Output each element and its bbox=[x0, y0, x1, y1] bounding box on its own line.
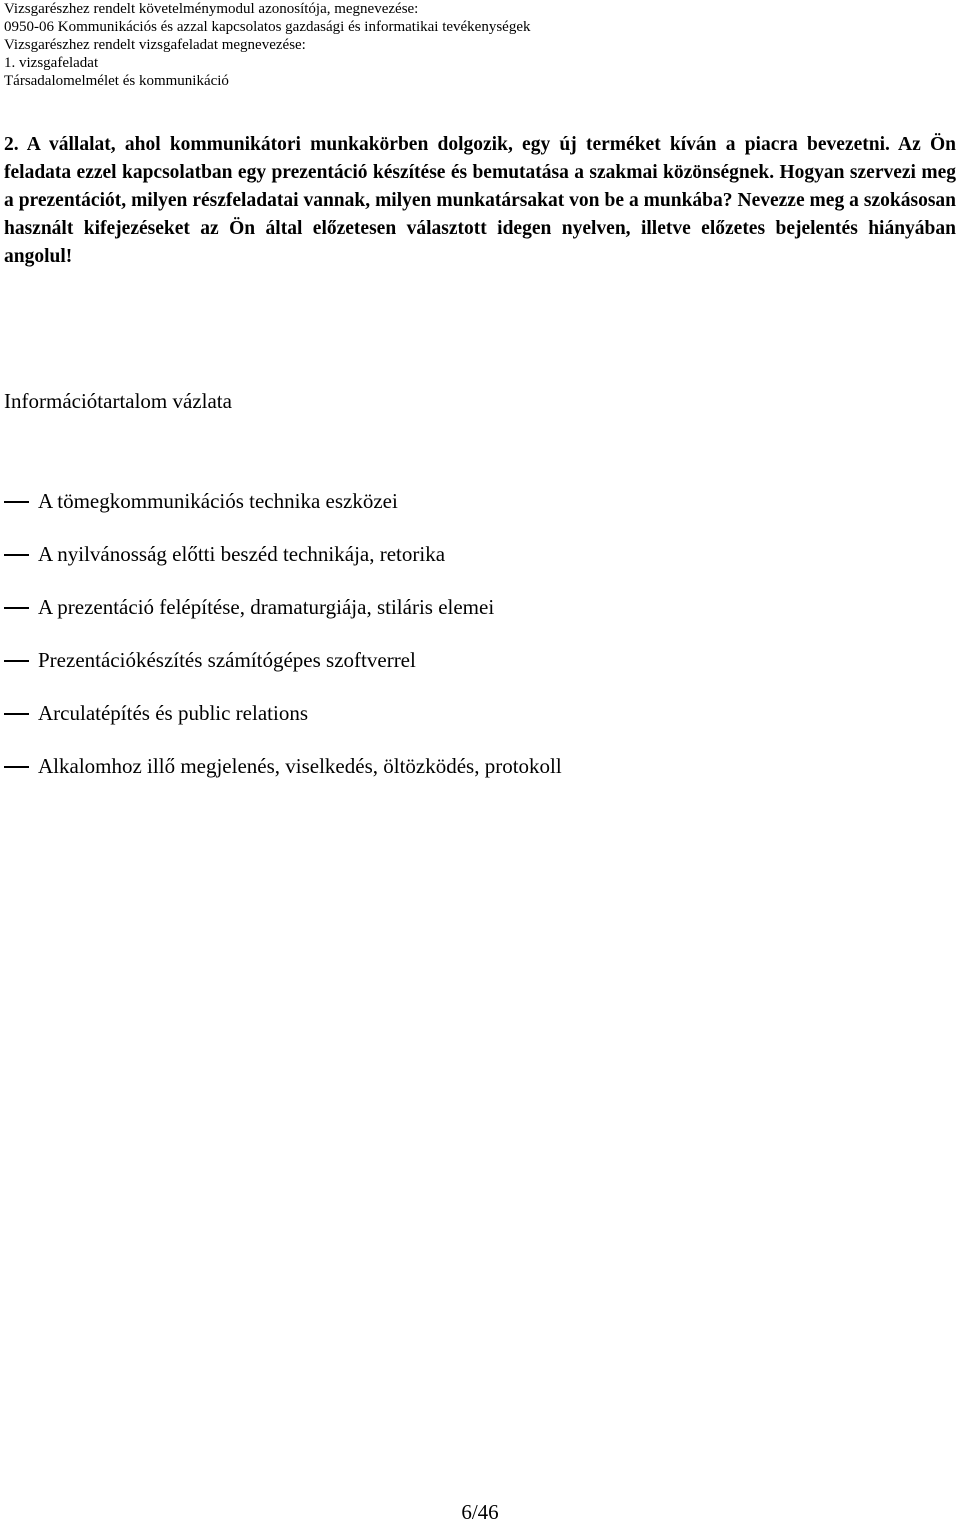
list-item-text: A nyilvánosság előtti beszéd technikája, retorika bbox=[38, 542, 446, 566]
list-item bbox=[0, 645, 940, 675]
header-line: 1. vizsgafeladat bbox=[4, 55, 99, 71]
task-description: 2. A vállalat, ahol kommunikátori munkakörben dolgozik, egy új terméket kíván a piacra bevezetni. Az Ön feladata ezzel kapcsolatban egy prezentáció készítése és bemutatása a szakmai közönségnek. Hogyan szervezi meg a prezentációt, milyen részfeladatai vannak, milyen munkatársakat von be a munkába? Nevezze meg a szokásosan használt kifejezéseket az Ön által előzetesen választott idegen nyelven, illetve előzetes bejelentés hiányában angolul! bbox=[4, 134, 956, 267]
list-item-text: Prezentációkészítés számítógépes szoftverrel bbox=[38, 648, 416, 672]
list-item bbox=[0, 698, 940, 728]
dash-bullet-icon bbox=[4, 607, 29, 609]
header-line: Társadalomelmélet és kommunikáció bbox=[4, 73, 229, 89]
list-item bbox=[0, 592, 940, 622]
list-item-text: A prezentáció felépítése, dramaturgiája, stiláris elemei bbox=[38, 595, 495, 619]
list-item-text: Alkalomhoz illő megjelenés, viselkedés, öltözködés, protokoll bbox=[38, 754, 562, 778]
header-line: Vizsgarészhez rendelt követelménymodul azonosítója, megnevezése: bbox=[4, 1, 419, 17]
dash-bullet-icon bbox=[4, 554, 29, 556]
page-number: 6/46 bbox=[461, 1500, 499, 1524]
header-line: 0950-06 Kommunikációs és azzal kapcsolatos gazdasági és informatikai tevékenységek bbox=[4, 19, 531, 35]
list-item bbox=[0, 486, 940, 516]
list-item-text: A tömegkommunikációs technika eszközei bbox=[38, 489, 398, 513]
outline-title: Információtartalom vázlata bbox=[4, 389, 232, 413]
list-item bbox=[0, 751, 940, 781]
dash-bullet-icon bbox=[4, 713, 29, 715]
header-line: Vizsgarészhez rendelt vizsgafeladat megnevezése: bbox=[4, 37, 306, 53]
list-item bbox=[0, 539, 940, 569]
document-header bbox=[4, 0, 954, 90]
dash-bullet-icon bbox=[4, 766, 29, 768]
dash-bullet-icon bbox=[4, 501, 29, 503]
dash-bullet-icon bbox=[4, 660, 29, 662]
list-item-text: Arculatépítés és public relations bbox=[38, 701, 308, 725]
